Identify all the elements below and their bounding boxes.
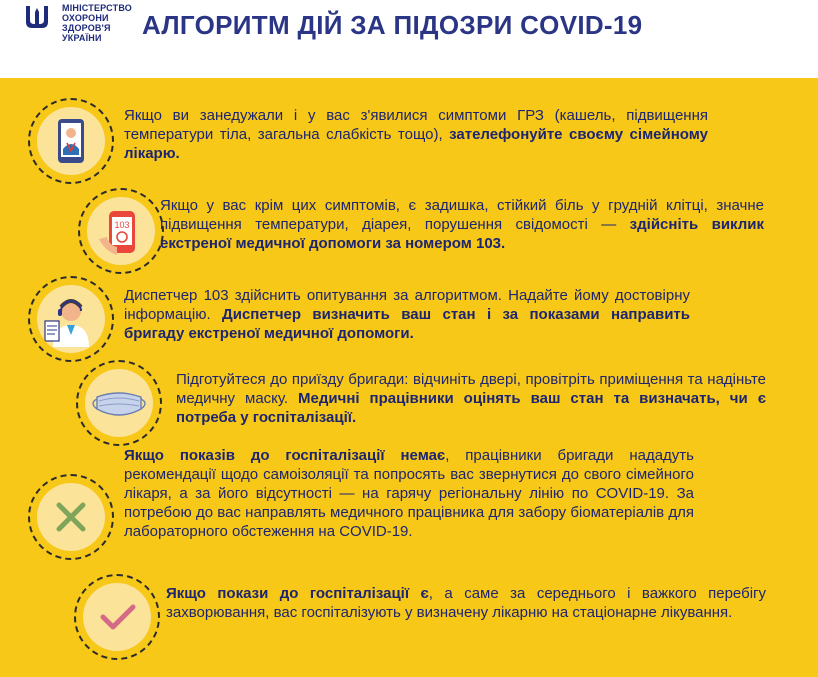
- step-2-plain: Якщо у вас крім цих симптомів, є задишка, стійкий біль у грудній клітці, значне підвищення температури, діарея, порушення свідомості —: [160, 197, 764, 233]
- ministry-line-4: УКРАЇНИ: [62, 33, 102, 43]
- step-5-icon-frame: [28, 474, 114, 560]
- step-1-plain: Якщо ви занедужали і у вас з'явилися симптоми ГРЗ (кашель, підвищення температури тіла, загальна слабкість тощо),: [124, 107, 708, 143]
- step-5-bold: Якщо показів до госпіталізації немає: [124, 447, 446, 464]
- dispatcher-icon: [37, 285, 105, 353]
- check-mark-icon: [83, 583, 151, 651]
- face-mask-icon: [85, 369, 153, 437]
- step-2: [0, 178, 818, 278]
- step-3-text: [124, 286, 690, 343]
- step-5-text: [124, 446, 694, 541]
- step-1-text: [124, 106, 708, 163]
- steps-panel: [0, 78, 818, 677]
- step-1-bold: зателефонуйте своєму сімейному лікарю.: [124, 126, 708, 162]
- step-4-text: [176, 370, 766, 427]
- ministry-name: [62, 3, 132, 43]
- doctor-phone-icon: [37, 107, 105, 175]
- step-3-plain: Диспетчер 103 здійснить опитування за алгоритмом. Надайте йому достовірну інформацію.: [124, 287, 690, 323]
- step-6-bold: Якщо покази до госпіталізації є: [166, 585, 429, 602]
- svg-text:103: 103: [114, 220, 130, 230]
- step-6-plain: , а саме за середнього і важкого перебігу захворювання, вас госпіталізують у визначену лікарню на стаціонарне лікування.: [166, 585, 766, 621]
- page-title: АЛГОРИТМ ДІЙ ЗА ПІДОЗРИ COVID-19: [142, 10, 643, 40]
- step-6: [0, 574, 818, 674]
- step-6-icon-frame: [74, 574, 160, 660]
- step-5: [0, 440, 818, 580]
- step-2-icon-frame: [78, 188, 164, 274]
- step-3-icon-frame: [28, 276, 114, 362]
- step-5-plain: , працівники бригади нададуть рекомендації щодо самоізоляції та попросять вас звернутися до свого сімейного лікаря, а за його відсутності — на гарячу регіональну лінію по COVID-19. За потребою до вас направлять медичного працівника для забору біоматеріалів для лабораторного обстеження на COVID-19.: [124, 447, 694, 540]
- step-1-icon-frame: [28, 98, 114, 184]
- step-6-text: [166, 584, 766, 622]
- header: [0, 0, 818, 78]
- cross-mark-icon: [37, 483, 105, 551]
- step-1: [0, 78, 818, 178]
- step-4-bold: Медичні працівники оцінять ваш стан та визначать, чи є потреба у госпіталізації.: [176, 390, 766, 426]
- step-2-text: [160, 196, 764, 253]
- trident-emblem-icon: [22, 4, 52, 30]
- ministry-line-3: ЗДОРОВ'Я: [62, 23, 111, 33]
- step-4-icon-frame: [76, 360, 162, 446]
- step-2-bold: здійсніть виклик екстреної медичної допомоги за номером 103.: [160, 216, 765, 252]
- ministry-line-1: МІНІСТЕРСТВО: [62, 3, 133, 13]
- step-3: [0, 268, 818, 368]
- step-3-bold: Диспетчер визначить ваш стан і за показами направить бригаду екстреної медичної допомоги.: [124, 306, 690, 342]
- phone-103-icon: [87, 197, 155, 265]
- ministry-line-2: ОХОРОНИ: [62, 13, 109, 23]
- step-4-plain: Підготуйтеся до приїзду бригади: відчиніть двері, провітріть приміщення та надіньте медичну маску.: [176, 371, 766, 407]
